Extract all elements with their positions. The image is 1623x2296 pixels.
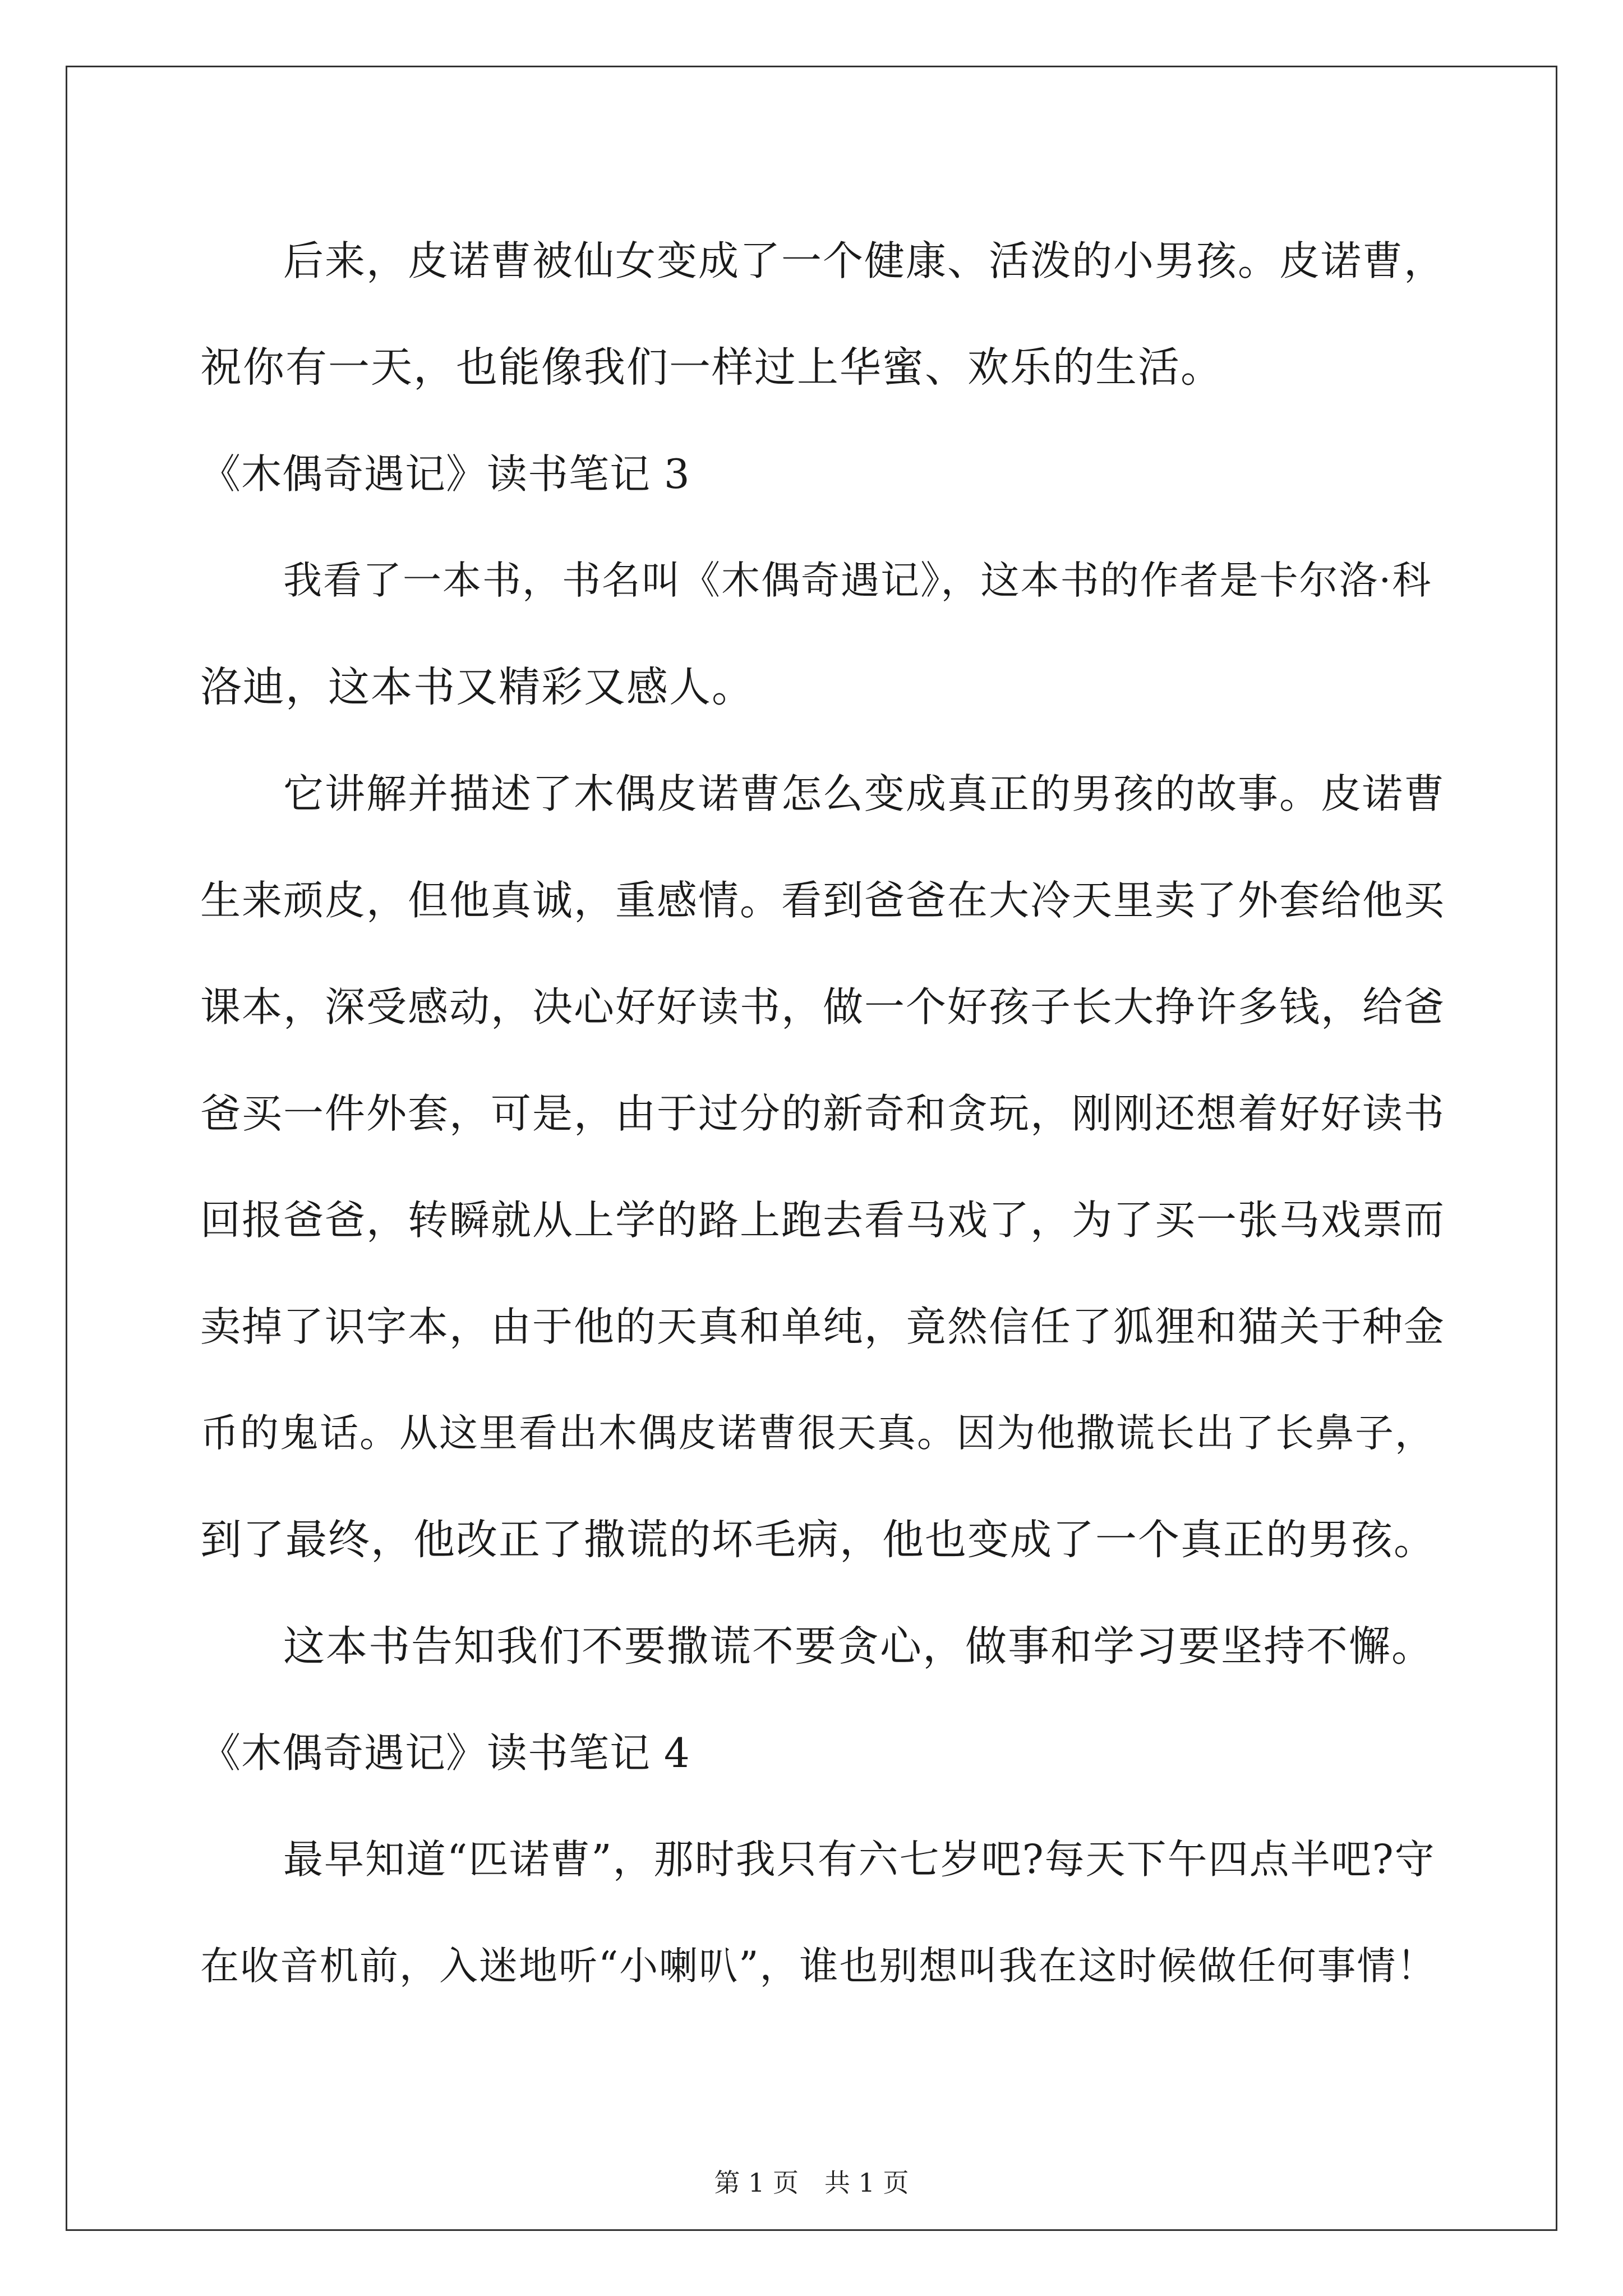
text-line: 生来顽皮，但他真诚，重感情。看到爸爸在大冷天里卖了外套给他买: [200, 877, 1446, 924]
text-line: 到了最终，他改正了撒谎的坏毛病，他也变成了一个真正的男孩。: [200, 1516, 1436, 1564]
text-line: 回报爸爸，转瞬就从上学的路上跑去看马戏了，为了买一张马戏票而: [200, 1197, 1446, 1244]
text-line: 它讲解并描述了木偶皮诺曹怎么变成真正的男孩的故事。皮诺曹: [283, 770, 1446, 817]
text-line: 课本，深受感动，决心好好读书，做一个好孩子长大挣许多钱，给爸: [200, 983, 1446, 1030]
text-line: 在收音机前，入迷地听“小喇叭”，谁也别想叫我在这时候做任何事情！: [200, 1944, 1437, 1989]
text-line: 这本书告知我们不要撒谎不要贪心，做事和学习要坚持不懈。: [283, 1622, 1434, 1671]
section-heading: 《木偶奇遇记》读书笔记 4: [200, 1729, 690, 1777]
page-footer: [0, 2162, 1623, 2200]
page-number: 第 1 页: [714, 2168, 799, 2198]
text-line: 最早知道“匹诺曹”，那时我只有六七岁吧?每天下午四点半吧?守: [283, 1836, 1436, 1883]
text-line: 洛迪，这本书又精彩又感人。: [200, 663, 754, 711]
text-line: 爸买一件外套，可是，由于过分的新奇和贪玩，刚刚还想着好好读书: [200, 1090, 1446, 1137]
text-line: 卖掉了识字本，由于他的天真和单纯，竟然信任了狐狸和猫关于种金: [200, 1303, 1446, 1350]
text-line: 祝你有一天，也能像我们一样过上华蜜、欢乐的生活。: [200, 343, 1223, 392]
document-body: [200, 208, 1445, 2019]
text-line: 后来，皮诺曹被仙女变成了一个健康、活泼的小男孩。皮诺曹，: [283, 237, 1446, 284]
page-total: 共 1 页: [824, 2168, 909, 2198]
text-line: 币的鬼话。从这里看出木偶皮诺曹很天真。因为他撒谎长出了长鼻子，: [200, 1411, 1435, 1456]
section-heading: 《木偶奇遇记》读书笔记 3: [200, 450, 690, 498]
text-line: 我看了一本书，书名叫《木偶奇遇记》，这本书的作者是卡尔洛·科: [283, 558, 1432, 603]
